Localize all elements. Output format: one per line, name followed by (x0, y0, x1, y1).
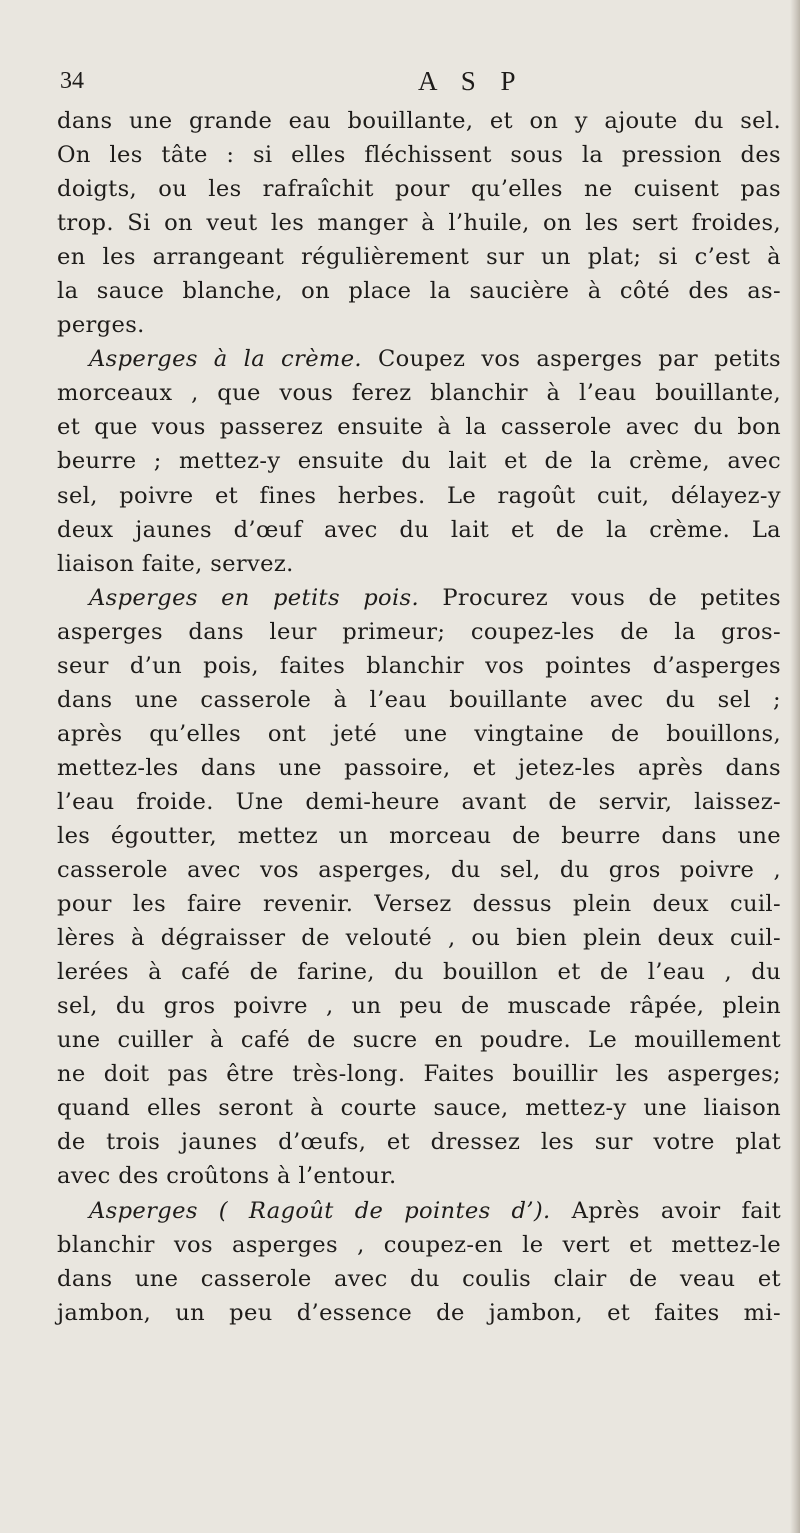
text-line: asperges dans leur primeur; coupez-les de la gros- (57, 618, 781, 645)
text-line: la sauce blanche, on place la saucière à côté des as- (57, 278, 781, 305)
page-header (60, 64, 760, 104)
text-line: dans une grande eau bouillante, et on y ajoute du sel. (57, 108, 781, 134)
body-text (57, 104, 781, 1330)
text-line: l’eau froide. Une demi-heure avant de servir, laissez- (57, 788, 781, 815)
text-line: ne doit pas être très-long. Faites bouillir les asperges; (57, 1061, 781, 1088)
text-line: après qu’elles ont jeté une vingtaine de bouillons, (57, 720, 781, 747)
entry-title: Asperges ( Ragoût de pointes d’). (89, 1197, 551, 1224)
text-line: jambon, un peu d’essence de jambon, et faites mi- (57, 1299, 781, 1326)
entry-text: Après avoir fait (571, 1197, 781, 1224)
text-line: mettez-les dans une passoire, et jetez-les après dans (57, 754, 781, 781)
text-line: dans une casserole avec du coulis clair de veau et (57, 1265, 781, 1292)
text-line: en les arrangeant régulièrement sur un plat; si c’est à (57, 244, 781, 271)
entry-text: Coupez vos asperges par petits (378, 346, 781, 373)
text-line: On les tâte : si elles fléchissent sous la pression des (57, 142, 781, 169)
text-line: une cuiller à café de sucre en poudre. Le mouillement (57, 1027, 781, 1054)
page-number: 34 (60, 68, 84, 94)
text-line: doigts, ou les rafraîchit pour qu’elles ne cuisent pas (57, 176, 781, 203)
text-line: pour les faire revenir. Versez dessus plein deux cuil- (57, 891, 781, 918)
page-edge (790, 0, 800, 1533)
entry-first-line (57, 581, 781, 615)
text-line: morceaux , que vous ferez blanchir à l’eau bouillante, (57, 380, 781, 407)
entry-first-line (57, 1194, 781, 1228)
text-line: blanchir vos asperges , coupez-en le vert et mettez-le (57, 1231, 781, 1258)
text-line: trop. Si on veut les manger à l’huile, on les sert froides, (57, 210, 781, 237)
text-line: liaison faite, servez. (57, 550, 294, 577)
text-line: sel, poivre et fines herbes. Le ragoût cuit, délayez-y (57, 482, 781, 509)
text-line: les égoutter, mettez un morceau de beurre dans une (57, 822, 781, 849)
text-line: et que vous passerez ensuite à la casserole avec du bon (57, 414, 781, 441)
text-line: dans une casserole à l’eau bouillante avec du sel ; (57, 686, 781, 713)
text-line: lerées à café de farine, du bouillon et de l’eau , du (57, 959, 781, 986)
text-line: seur d’un pois, faites blanchir vos pointes d’asperges (57, 652, 781, 679)
text-line: deux jaunes d’œuf avec du lait et de la crème. La (57, 516, 781, 543)
entry-first-line (57, 342, 781, 376)
text-line: de trois jaunes d’œufs, et dressez les sur votre plat (57, 1129, 781, 1156)
entry-title: Asperges à la crème. (89, 346, 362, 373)
running-head: A S P (418, 66, 525, 96)
entry-title: Asperges en petits pois. (89, 584, 420, 611)
text-line: sel, du gros poivre , un peu de muscade râpée, plein (57, 993, 781, 1020)
text-line: quand elles seront à courte sauce, mettez-y une liaison (57, 1095, 781, 1122)
text-line: avec des croûtons à l’entour. (57, 1163, 397, 1190)
text-line: perges. (57, 312, 145, 339)
entry-text: Procurez vous de petites (442, 584, 781, 611)
text-line: lères à dégraisser de velouté , ou bien plein deux cuil- (57, 925, 781, 952)
text-line: casserole avec vos asperges, du sel, du gros poivre , (57, 857, 781, 884)
text-line: beurre ; mettez-y ensuite du lait et de la crème, avec (57, 448, 781, 475)
